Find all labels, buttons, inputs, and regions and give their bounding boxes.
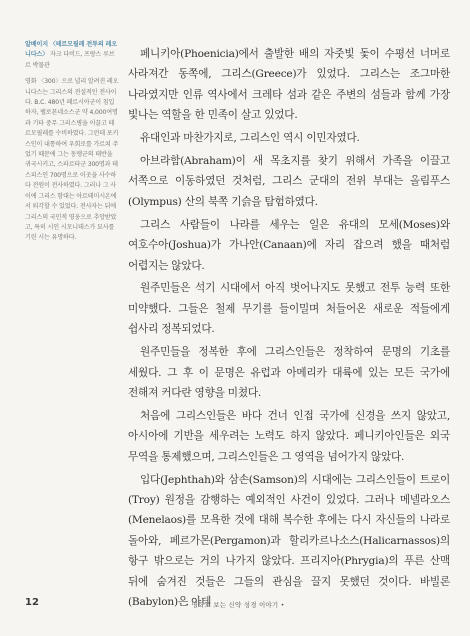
paragraph: 원주민들은 석기 시대에서 아직 벗어나지도 못했고 전투 능력 또한 미약했다. 그들은 철제 무기를 들이밀며 처들어온 새로운 적들에게 쉽사리 정복되었다. [128,282,450,336]
caption-title: 알베이지 [25,41,48,48]
paragraph: 입다(Jephthah)와 삼손(Samson)의 시대에는 그리스인들이 트로이(Troy) 원정을 감행하는 예외적인 사건이 있었다. 그러나 메넬라오스(Menelaos)를 모욕한 것에 대해 복수한 후에는 다시 자신들의 나라로 돌아와, 페르가몬(Pergamon)과 할리카르나소스(Halicarnassos)의 항구 밖으로는 거의 나가지 않았다. 프리지아(Phrygia)의 푸른 산맥 뒤에 숨겨진 것들은 그들의 관심을 끌지 못했던 것이다. 바빌론(Babylon)은 아테 [128,473,450,609]
page-number: 12 [25,597,39,608]
paragraph: 페니키아(Phoenicia)에서 출발한 배의 자줏빛 돛이 수평선 너머로 사라져간 동쪽에, 그리스(Greece)가 있었다. 그리스는 조그마한 나라였지만 인류 역사에서 크레타 섬과 같은 주변의 섬들과 함께 가장 빛나는 역할을 한 민족이 살고 있었다. [128,48,450,122]
paragraph: 아브라함(Abraham)이 새 목초지를 찾기 위해서 가족을 이끌고 서쪽으로 이동하였던 것처럼, 그리스 군대의 전위 부대는 올림푸스(Olympus) 산의 북쪽 기슭을 탐험하였다. [128,155,450,208]
caption-credit: 자크 다비드, 프랑스 루브르 박물관 [25,51,115,69]
caption-body: 영화 〈300〉으로 널리 알려진 레오니다스는 그리스의 전설적인 전사이다. B.C. 480년 페르시아군이 침입하자, 펠로폰네소스군 약 4,000여명과 기타 중무 그리스병을 이끌고 테르모필레를 수비하였다. 그런데 포키스인이 내통하여 우회로를 가르쳐 주었기 때문에 그는 동맹군의 태반을 귀국시키고, 스파르타군 300명과 테스피스인 700명으로 이곳을 사수하다 전원이 전사하였다. 그러나 그 사이에 그리스 함대는 아르테미시온에서 퇴각할 수 있었다. 전사자는 뒤에 그리스의 국민적 영웅으로 추앙받았고, 특히 시인 시모니데스가 묘사를 기린 시는 유명하다. [25,78,119,242]
paragraph: 처음에 그리스인들은 바다 건너 인접 국가에 신경을 쓰지 않았고, 아시아에 기반을 세우려는 노력도 하지 않았다. 페니키아인들은 외국 무역을 통제했으며, 그리스인들은 그 영역을 넘어가지 않았다. [128,409,450,463]
main-text-column [128,44,450,615]
running-footer-title: • 명화로 보는 신약 성경 이야기 • [185,601,285,609]
caption-subtitle: 〈테르모필레 전투의 레오니다스〉 [25,41,118,59]
paragraph: 그리스 사람들이 나라를 세우는 일은 유대의 모세(Moses)와 여호수아(Joshua)가 가나안(Canaan)에 자리 잡으려 했을 때처럼 어렵지는 않았다. [128,218,450,272]
paragraph: 유대인과 마찬가지로, 그리스인 역시 이민자였다. [140,132,360,145]
caption-heading [25,40,119,71]
paragraph: 원주민들을 정복한 후에 그리스인들은 정착하여 문명의 기초를 세웠다. 그 후 이 문명은 유럽과 아메리카 대륙에 있는 모든 국가에 전해져 커다란 영향을 미쳤다. [128,346,450,399]
image-caption-sidebar [25,40,119,244]
